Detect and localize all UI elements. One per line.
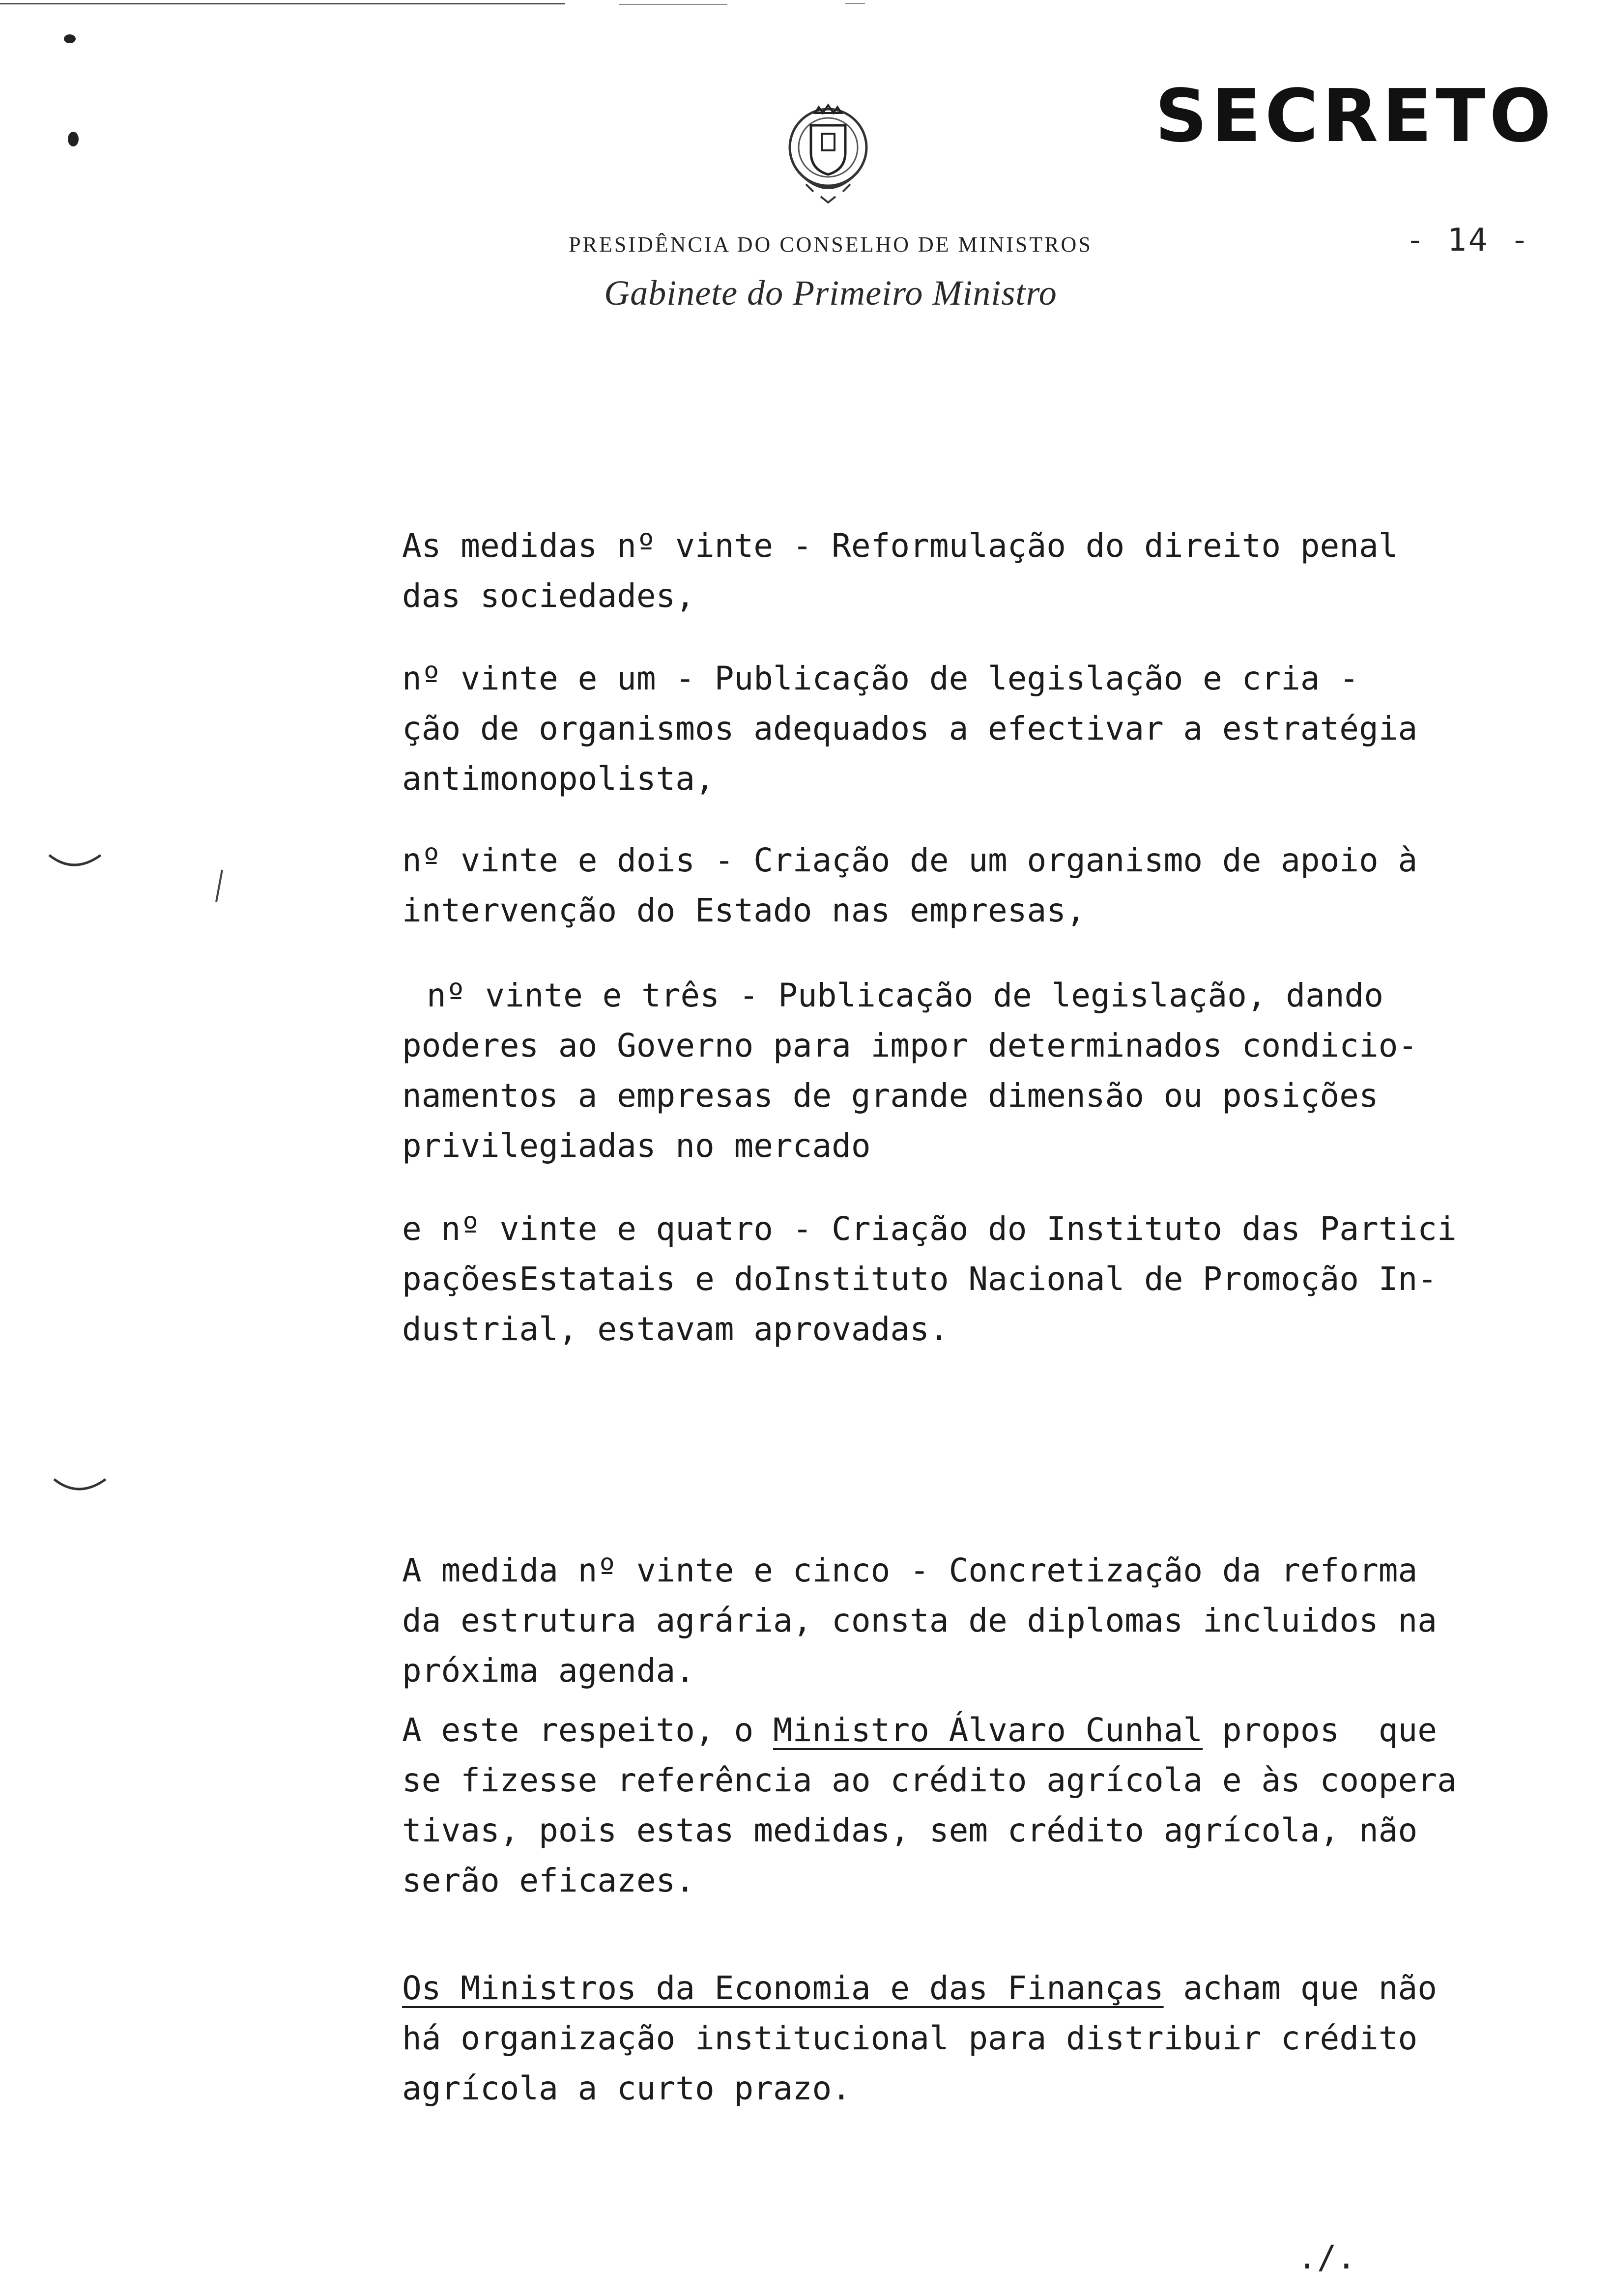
text-segment: A este respeito, o bbox=[402, 1711, 773, 1749]
text-line: As medidas nº vinte - Reformulação do direito penal bbox=[402, 527, 1398, 565]
margin-tick-icon bbox=[211, 867, 226, 907]
margin-bracket-icon bbox=[52, 1469, 111, 1509]
paragraph-measure-22 bbox=[402, 835, 1459, 936]
paragraph-ministers-opinion bbox=[402, 1963, 1459, 2114]
underlined-name: Ministro Álvaro Cunhal bbox=[773, 1711, 1203, 1749]
text-line: paçõesEstatais e doInstituto Nacional de Promoção In- bbox=[402, 1260, 1437, 1298]
paragraph-measure-21 bbox=[402, 654, 1459, 804]
text-line: nº vinte e dois - Criação de um organismo de apoio à bbox=[402, 841, 1418, 879]
institution-heading: PRESIDÊNCIA DO CONSELHO DE MINISTROS bbox=[569, 232, 1093, 257]
scan-mark bbox=[64, 34, 76, 43]
office-handwritten-title: Gabinete do Primeiro Ministro bbox=[604, 273, 1057, 313]
text-line: intervenção do Estado nas empresas, bbox=[402, 891, 1086, 929]
text-line: nº vinte e um - Publicação de legislação e cria - bbox=[402, 660, 1359, 697]
paragraph-measure-24 bbox=[402, 1204, 1459, 1354]
text-line bbox=[402, 1963, 1459, 2013]
text-line: tivas, pois estas medidas, sem crédito agrícola, não bbox=[402, 1811, 1418, 1849]
continuation-mark: ./. bbox=[1297, 2239, 1356, 2276]
text-line: há organização institucional para distribuir crédito bbox=[402, 2019, 1418, 2057]
text-line: e nº vinte e quatro - Criação do Instituto das Partici bbox=[402, 1210, 1457, 1248]
text-line: das sociedades, bbox=[402, 577, 695, 615]
page-number: - 14 - bbox=[1406, 222, 1531, 258]
classification-stamp: SECRETO bbox=[1155, 74, 1555, 158]
text-line: namentos a empresas de grande dimensão ou posições bbox=[402, 1077, 1379, 1115]
portuguese-coat-of-arms-icon bbox=[772, 98, 885, 211]
underlined-name: Os Ministros da Economia e das Finanças bbox=[402, 1969, 1164, 2007]
scan-top-rule bbox=[0, 3, 565, 4]
text-line: antimonopolista, bbox=[402, 760, 715, 798]
paragraph-measure-23 bbox=[402, 971, 1459, 1171]
text-line: privilegiadas no mercado bbox=[402, 1127, 871, 1165]
text-line: da estrutura agrária, consta de diplomas incluidos na bbox=[402, 1602, 1437, 1639]
paragraph-measure-25 bbox=[402, 1546, 1459, 1696]
text-line: A medida nº vinte e cinco - Concretização da reforma bbox=[402, 1551, 1418, 1589]
text-line: nº vinte e três - Publicação de legislação, dando bbox=[427, 976, 1384, 1014]
text-line: poderes ao Governo para impor determinados condicio- bbox=[402, 1027, 1418, 1064]
text-line bbox=[402, 1705, 1459, 1755]
scan-top-rule bbox=[619, 4, 727, 5]
text-line: agrícola a curto prazo. bbox=[402, 2069, 851, 2107]
scan-mark bbox=[68, 132, 79, 146]
scan-top-rule bbox=[845, 3, 865, 4]
text-line: serão eficazes. bbox=[402, 1862, 695, 1899]
text-line: próxima agenda. bbox=[402, 1652, 695, 1690]
text-line: se fizesse referência ao crédito agrícola e às coopera bbox=[402, 1761, 1457, 1799]
text-segment: acham que não bbox=[1163, 1969, 1437, 2007]
paragraph-measure-20 bbox=[402, 521, 1459, 621]
text-segment: propos que bbox=[1203, 1711, 1437, 1749]
text-line: dustrial, estavam aprovadas. bbox=[402, 1310, 949, 1348]
paragraph-cunhal-proposal bbox=[402, 1705, 1459, 1906]
margin-bracket-icon bbox=[47, 845, 106, 885]
text-line: ção de organismos adequados a efectivar a estratégia bbox=[402, 710, 1418, 747]
